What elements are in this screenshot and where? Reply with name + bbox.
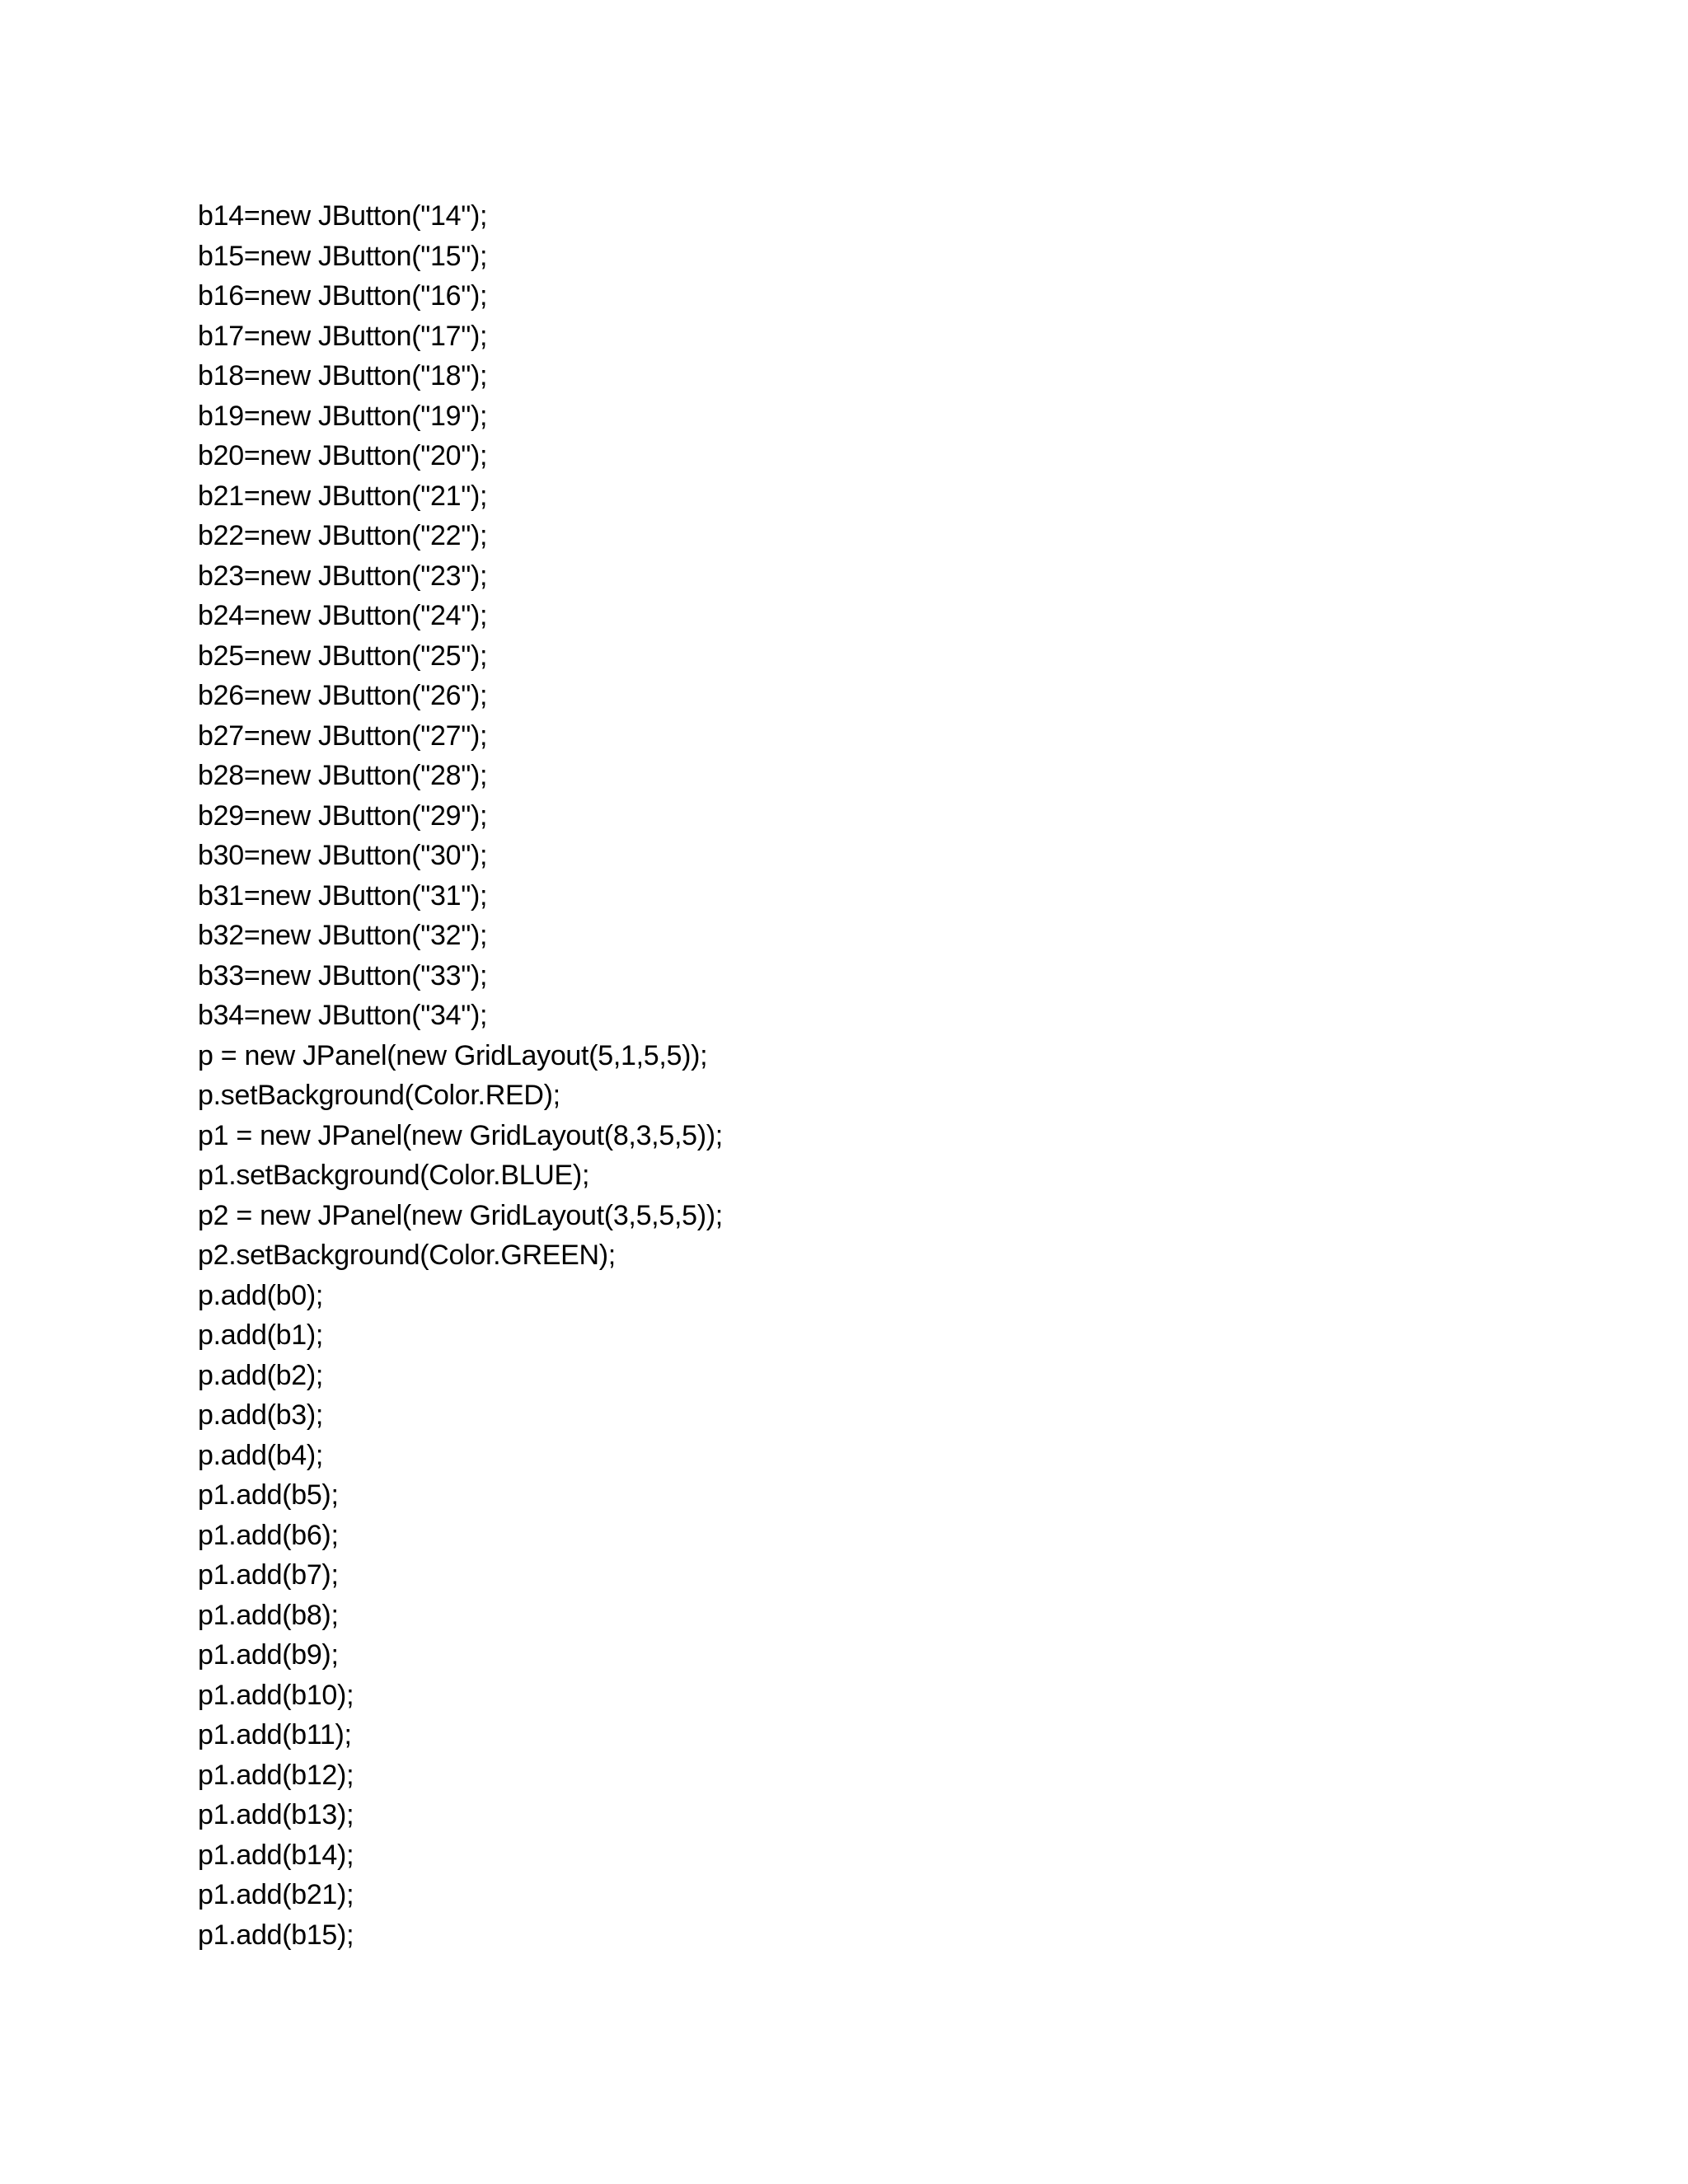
code-line: b24=new JButton("24"); bbox=[198, 600, 488, 631]
code-line: b30=new JButton("30"); bbox=[198, 840, 488, 871]
code-line: b31=new JButton("31"); bbox=[198, 879, 488, 912]
code-line: p1.setBackground(Color.BLUE); bbox=[198, 1160, 590, 1191]
code-line: b32=new JButton("32"); bbox=[198, 920, 488, 951]
code-line: b20=new JButton("20"); bbox=[198, 440, 488, 471]
code-line: p1 = new JPanel(new GridLayout(8,3,5,5)); bbox=[198, 1119, 723, 1151]
code-line: b34=new JButton("34"); bbox=[198, 1000, 488, 1031]
code-line: p2.setBackground(Color.GREEN); bbox=[198, 1240, 616, 1271]
code-line: b16=new JButton("16"); bbox=[198, 280, 488, 312]
code-line: p.add(b0); bbox=[198, 1279, 323, 1311]
code-line: b25=new JButton("25"); bbox=[198, 640, 488, 672]
code-line: p = new JPanel(new GridLayout(5,1,5,5)); bbox=[198, 1039, 708, 1071]
code-line: p1.add(b7); bbox=[198, 1559, 339, 1591]
code-line: p1.add(b9); bbox=[198, 1639, 339, 1671]
code-line: p.add(b3); bbox=[198, 1399, 323, 1431]
code-line: b17=new JButton("17"); bbox=[198, 320, 488, 352]
code-line: p1.add(b11); bbox=[198, 1719, 352, 1750]
code-line: p.add(b2); bbox=[198, 1359, 323, 1391]
code-line: p1.add(b5); bbox=[198, 1479, 339, 1511]
code-line: p1.add(b15); bbox=[198, 1919, 354, 1951]
code-line: p.add(b1); bbox=[198, 1319, 323, 1351]
code-line: p.setBackground(Color.RED); bbox=[198, 1080, 560, 1111]
code-line: b28=new JButton("28"); bbox=[198, 760, 488, 791]
code-line: b23=new JButton("23"); bbox=[198, 560, 488, 592]
code-line: p1.add(b8); bbox=[198, 1599, 339, 1631]
code-line: b33=new JButton("33"); bbox=[198, 959, 488, 991]
code-line: b15=new JButton("15"); bbox=[198, 240, 488, 272]
code-line: p1.add(b21); bbox=[198, 1879, 354, 1910]
code-line: p1.add(b6); bbox=[198, 1519, 339, 1551]
code-line: b14=new JButton("14"); bbox=[198, 200, 488, 232]
code-line: b19=new JButton("19"); bbox=[198, 400, 488, 432]
code-line: b21=new JButton("21"); bbox=[198, 480, 488, 512]
code-line: p1.add(b14); bbox=[198, 1839, 354, 1871]
code-line: b22=new JButton("22"); bbox=[198, 520, 488, 551]
code-line: b29=new JButton("29"); bbox=[198, 799, 488, 832]
code-line: b18=new JButton("18"); bbox=[198, 360, 488, 391]
code-line: p1.add(b12); bbox=[198, 1759, 354, 1791]
code-line: b27=new JButton("27"); bbox=[198, 719, 488, 752]
code-listing bbox=[198, 196, 723, 1955]
code-line: p2 = new JPanel(new GridLayout(3,5,5,5)); bbox=[198, 1199, 723, 1231]
code-line: b26=new JButton("26"); bbox=[198, 680, 488, 711]
code-line: p.add(b4); bbox=[198, 1439, 323, 1471]
code-line: p1.add(b13); bbox=[198, 1799, 354, 1830]
code-line: p1.add(b10); bbox=[198, 1679, 354, 1711]
